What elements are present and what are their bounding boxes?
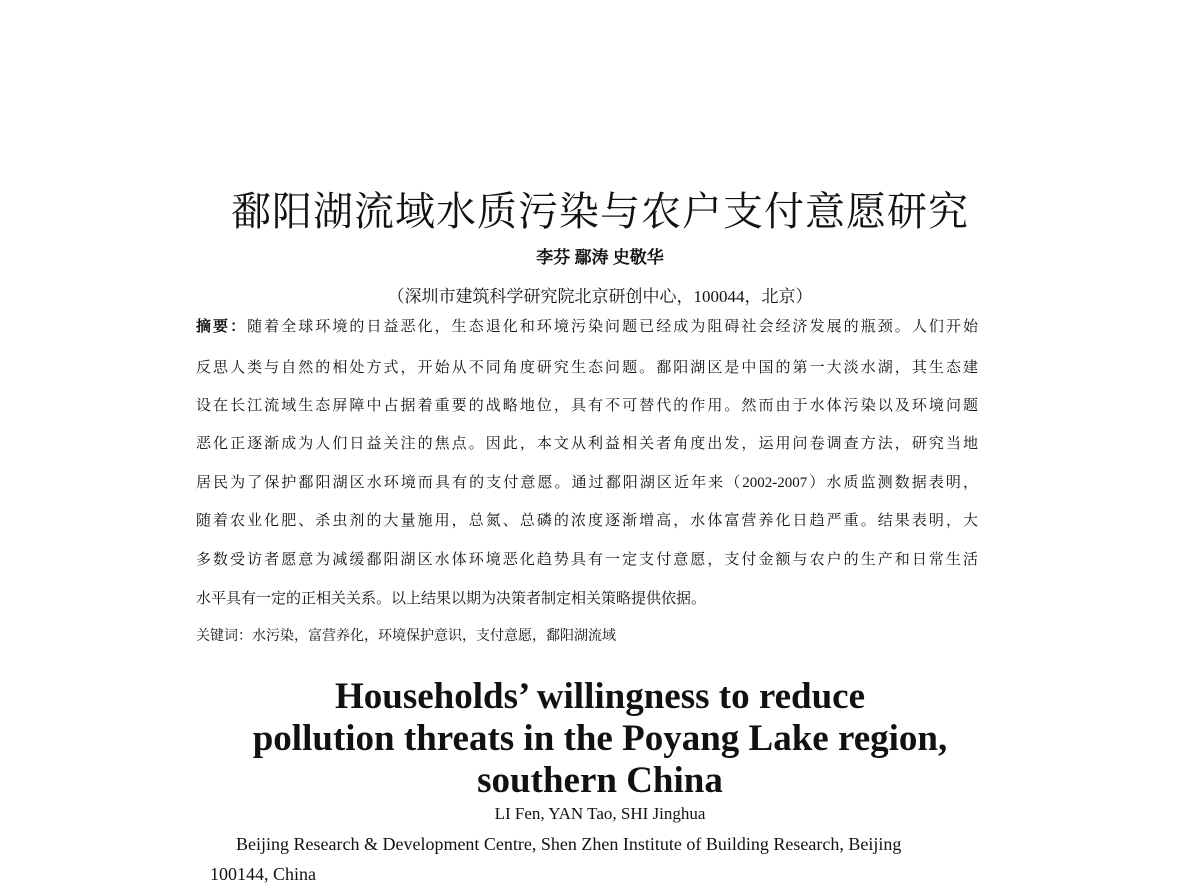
english-title-line: southern China	[477, 760, 723, 801]
english-title	[0, 676, 1200, 802]
english-authors: LI Fen, YAN Tao, SHI Jinghua	[494, 804, 706, 823]
abstract-label: 摘要：	[196, 319, 248, 335]
chinese-title: 鄱阳湖流域水质污染与农户支付意愿研究	[231, 189, 969, 234]
abstract-line: 多数受访者愿意为减缓鄱阳湖区水体环境恶化趋势具有一定支付意愿，支付金额与农户的生产和日常生活	[196, 552, 978, 568]
chinese-authors: 李芬 鄢涛 史敬华	[536, 248, 664, 267]
abstract-line: 恶化正逐渐成为人们日益关注的焦点。因此，本文从利益相关者角度出发，运用问卷调查方法，研究当地	[196, 436, 978, 452]
abstract-line: 水平具有一定的正相关关系。以上结果以期为决策者制定相关策略提供依据。	[196, 591, 707, 607]
english-title-line: Households’ willingness to reduce	[334, 676, 866, 717]
english-affiliation: Beijing Research & Development Centre, Shen Zhen Institute of Building Research, Beijing	[236, 834, 902, 854]
abstract-line: 反思人类与自然的相处方式，开始从不同角度研究生态问题。鄱阳湖区是中国的第一大淡水湖，其生态建	[196, 360, 978, 376]
abstract-line	[196, 317, 978, 337]
english-title-line: pollution threats in the Poyang Lake region,	[252, 718, 948, 759]
abstract-text: 随着全球环境的日益恶化，生态退化和环境污染问题已经成为阻碍社会经济发展的瓶颈。人们开始	[247, 319, 978, 335]
keywords: 关键词：水污染，富营养化，环境保护意识，支付意愿，鄱阳湖流域	[196, 629, 616, 644]
english-affiliation-cont: 100144, China	[210, 864, 316, 884]
abstract-line: 设在长江流域生态屏障中占据着重要的战略地位，具有不可替代的作用。然而由于水体污染以及环境问题	[196, 398, 978, 414]
abstract-line: 随着农业化肥、杀虫剂的大量施用，总氮、总磷的浓度逐渐增高，水体富营养化日趋严重。结果表明，大	[196, 513, 978, 529]
chinese-affiliation: （深圳市建筑科学研究院北京研创中心，100044，北京）	[387, 287, 813, 306]
abstract-line: 居民为了保护鄱阳湖区水环境而具有的支付意愿。通过鄱阳湖区近年来（2002-2007）水质监测数据表明，	[196, 475, 978, 491]
